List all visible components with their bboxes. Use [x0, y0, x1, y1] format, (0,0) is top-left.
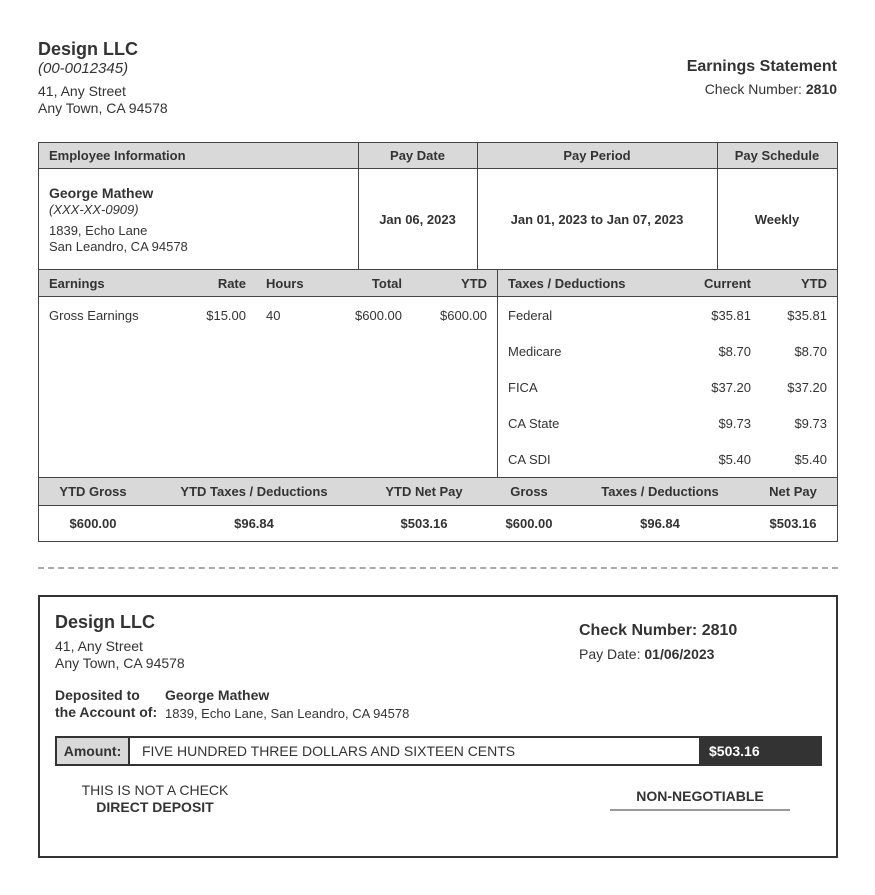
cut-line [38, 567, 838, 569]
check-number-row [705, 81, 837, 97]
header-pay-date: Pay Date [390, 148, 445, 163]
check-company-city: Any Town, CA 94578 [55, 655, 185, 671]
company-street: 41, Any Street [38, 83, 126, 99]
earning-name: Gross Earnings [49, 308, 139, 323]
employee-ssn: (XXX-XX-0909) [49, 202, 139, 217]
deduction-ytd: $35.81 [787, 308, 827, 323]
deposited-label-1: Deposited to [55, 687, 140, 703]
summary-value: $600.00 [69, 516, 117, 531]
check-number-label: Check Number: [704, 81, 802, 97]
earning-rate: $15.00 [206, 308, 246, 323]
deduction-current: $5.40 [718, 452, 751, 467]
total-header: Total [371, 276, 402, 291]
deduction-name: CA State [508, 416, 560, 431]
earning-hours: 40 [266, 308, 281, 323]
earning-ytd: $600.00 [440, 308, 487, 323]
deposited-label-2: the Account of: [55, 704, 158, 720]
deduction-ytd: $5.40 [794, 452, 827, 467]
payee-address: 1839, Echo Lane, San Leandro, CA 94578 [165, 706, 410, 721]
earnings-header: Earnings [49, 276, 105, 291]
earning-total: $600.00 [355, 308, 402, 323]
amount-label: Amount: [57, 738, 130, 764]
check-number: Check Number: 2810 [579, 622, 738, 639]
employee-street: 1839, Echo Lane [49, 223, 148, 238]
amount-words: FIVE HUNDRED THREE DOLLARS AND SIXTEEN CENTS [142, 743, 516, 759]
summary-value: $503.16 [400, 516, 448, 531]
current-header: Current [704, 276, 751, 291]
check-company-street: 41, Any Street [55, 638, 143, 654]
header-employee-info: Employee Information [49, 148, 186, 163]
summary-header: Taxes / Deductions [601, 484, 719, 499]
summary-value: $96.84 [640, 516, 680, 531]
header-pay-period: Pay Period [563, 148, 631, 163]
summary-header: YTD Net Pay [385, 484, 463, 499]
check-company-name: Design LLC [55, 612, 156, 632]
company-name: Design LLC [38, 39, 139, 59]
deduction-name: Federal [508, 308, 553, 323]
employee-city: San Leandro, CA 94578 [49, 239, 188, 254]
summary-value: $503.16 [769, 516, 817, 531]
company-id: (00-0012345) [38, 60, 129, 77]
check-pay-date [579, 646, 714, 662]
deduction-ytd: $9.73 [794, 416, 827, 431]
summary-value: $96.84 [234, 516, 274, 531]
direct-deposit: DIRECT DEPOSIT [96, 799, 214, 815]
deductions-header: Taxes / Deductions [508, 276, 626, 291]
pay-schedule: Weekly [754, 212, 800, 227]
summary-header: YTD Gross [59, 484, 127, 499]
hours-header: Hours [266, 276, 304, 291]
employee-name: George Mathew [49, 185, 154, 201]
summary-header: Gross [510, 484, 548, 499]
check-number: 2810 [805, 81, 837, 97]
payee-name: George Mathew [165, 687, 270, 703]
summary-header: Net Pay [769, 484, 817, 499]
deduction-ytd: $8.70 [794, 344, 827, 359]
amount-value: $503.16 [699, 738, 820, 764]
summary-value: $600.00 [505, 516, 553, 531]
pay-date-label: Pay Date: [579, 646, 641, 662]
rate-header: Rate [217, 276, 246, 291]
header-pay-schedule: Pay Schedule [734, 148, 820, 163]
deduction-current: $9.73 [718, 416, 751, 431]
deduction-ytd-header: YTD [801, 276, 827, 291]
pay-period: Jan 01, 2023 to Jan 07, 2023 [510, 212, 684, 227]
statement-title: Earnings Statement [686, 58, 837, 75]
pay-date-value: 01/06/2023 [644, 646, 715, 662]
deduction-name: FICA [508, 380, 538, 395]
summary-header: YTD Taxes / Deductions [180, 484, 328, 499]
pay-date: Jan 06, 2023 [379, 212, 456, 227]
deduction-ytd: $37.20 [787, 380, 827, 395]
company-city: Any Town, CA 94578 [38, 100, 168, 116]
deduction-name: Medicare [508, 344, 562, 359]
deduction-current: $37.20 [711, 380, 751, 395]
deduction-current: $35.81 [711, 308, 751, 323]
deduction-name: CA SDI [508, 452, 551, 467]
deduction-current: $8.70 [718, 344, 751, 359]
not-a-check: THIS IS NOT A CHECK [81, 782, 229, 798]
non-negotiable: NON-NEGOTIABLE [610, 788, 790, 811]
ytd-header: YTD [461, 276, 487, 291]
